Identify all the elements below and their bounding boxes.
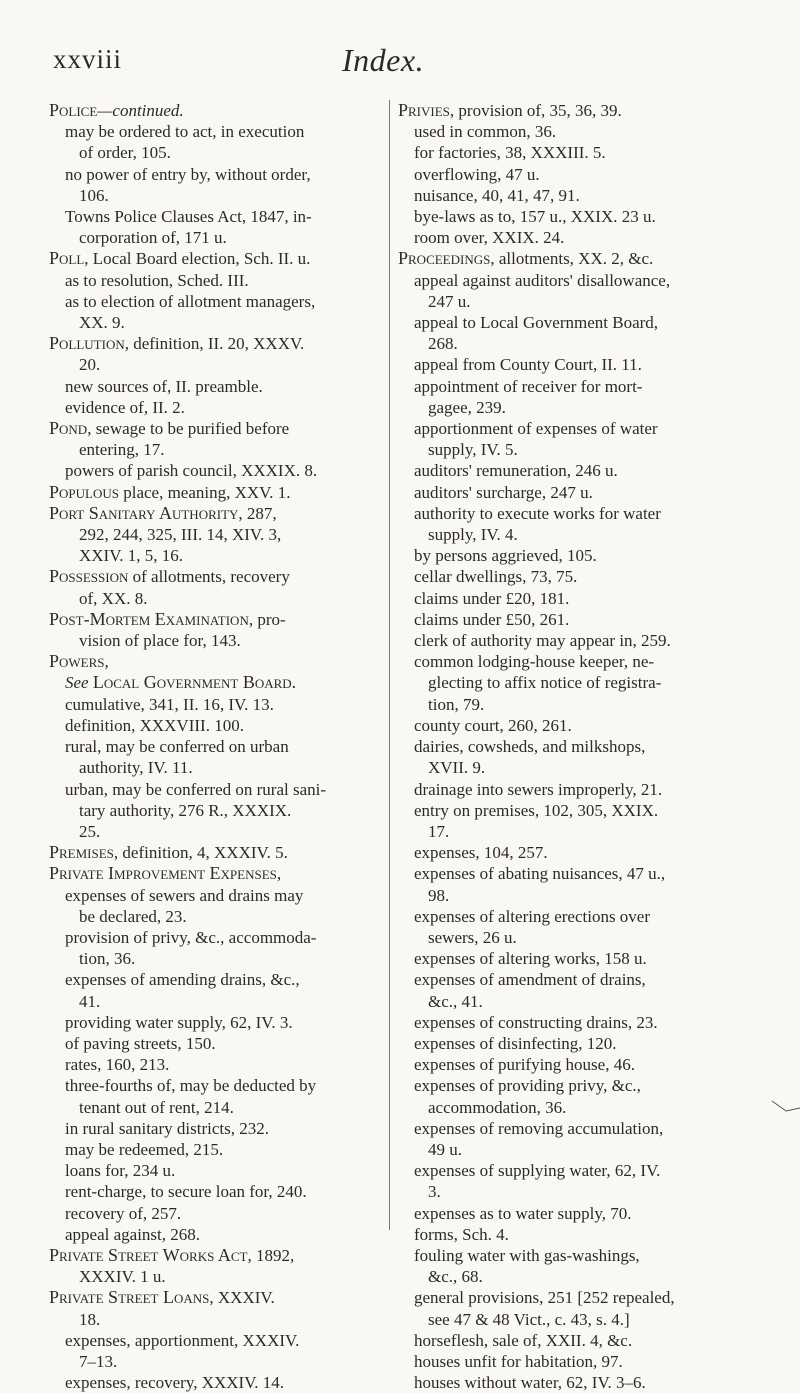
index-heading-entry: Populous place, meaning, XXV. 1. [49,481,291,502]
page-header [0,44,800,84]
index-subentry: 20. [79,355,101,375]
index-subentry: expenses of altering works, 158 u. [414,949,647,969]
index-subentry: expenses, apportionment, XXXIV. [65,1330,300,1350]
index-subentry: cumulative, 341, II. 16, IV. 13. [65,694,274,714]
index-subentry: corporation of, 171 u. [79,228,227,248]
index-subentry: tenant out of rent, 214. [79,1097,234,1117]
index-subentry: clerk of authority may appear in, 259. [414,631,671,651]
index-subentry: appeal against, 268. [65,1224,201,1244]
index-subentry: of, XX. 8. [79,588,148,608]
index-subentry: 18. [79,1309,101,1329]
index-subentry: no power of entry by, without order, [65,164,311,184]
index-subentry: expenses of purifying house, 46. [414,1055,635,1075]
index-subentry: 268. [428,334,458,354]
index-subentry: powers of parish council, XXXIX. 8. [65,461,318,481]
index-subentry: 106. [79,185,109,205]
index-subentry: providing water supply, 62, IV. 3. [65,1012,293,1032]
index-subentry: houses without water, 62, IV. 3–6. [414,1373,646,1393]
index-subentry: accommodation, 36. [428,1097,567,1117]
index-heading-entry: Pollution, definition, II. 20, XXXV. [49,333,305,354]
index-subentry: expenses of disinfecting, 120. [414,1033,617,1053]
index-subentry: claims under £50, 261. [414,609,570,629]
index-subentry: 25. [79,821,101,841]
index-subentry: XXIV. 1, 5, 16. [79,546,184,566]
index-subentry: of order, 105. [79,143,171,163]
index-subentry: expenses of amending drains, &c., [65,970,300,990]
index-heading-entry: Private Street Loans, XXXIV. [49,1287,275,1308]
page-title: Index. [342,42,425,78]
index-subentry: used in common, 36. [414,122,557,142]
index-subentry: rural, may be conferred on urban [65,737,289,757]
index-subentry: 247 u. [428,291,471,311]
index-subentry: cellar dwellings, 73, 75. [414,567,578,587]
index-subentry: new sources of, II. preamble. [65,376,263,396]
index-subentry: may be redeemed, 215. [65,1139,224,1159]
index-subentry: XX. 9. [79,313,125,333]
index-subentry: fouling water with gas-washings, [414,1245,640,1265]
index-column-left [49,100,383,1393]
index-subentry: entering, 17. [79,440,165,460]
index-heading-entry: Privies, provision of, 35, 36, 39. [398,100,622,120]
index-subentry: 98. [428,885,450,905]
index-heading-entry: Port Sanitary Authority, 287, [49,502,277,523]
column-divider [389,100,390,1230]
index-subentry: definition, XXXVIII. 100. [65,715,244,735]
index-subentry: 7–13. [79,1351,118,1371]
index-subentry: See Local Government Board. [65,672,297,693]
index-heading-entry: Poll, Local Board election, Sch. II. u. [49,248,311,269]
index-subentry: room over, XXIX. 24. [414,228,565,248]
index-heading-entry: Powers, [49,651,109,672]
index-subentry: rent-charge, to secure loan for, 240. [65,1182,307,1202]
index-heading-entry: Post-Mortem Examination, pro- [49,608,286,629]
index-heading-entry: Private Improvement Expenses, [49,863,282,884]
index-subentry: expenses, recovery, XXXIV. 14. [65,1373,285,1393]
index-subentry: urban, may be conferred on rural sani- [65,779,327,799]
index-subentry: expenses as to water supply, 70. [414,1203,632,1223]
index-subentry: overflowing, 47 u. [414,164,540,184]
index-subentry: common lodging-house keeper, ne- [414,652,655,672]
index-heading-entry: Private Street Works Act, 1892, [49,1244,295,1265]
index-heading-entry: Pond, sewage to be purified before [49,418,290,439]
index-subentry: 49 u. [428,1139,462,1159]
index-subentry: dairies, cowsheds, and milkshops, [414,737,646,757]
index-subentry: supply, IV. 5. [428,440,518,460]
index-subentry: 17. [428,821,450,841]
index-subentry: may be ordered to act, in execution [65,122,305,142]
index-subentry: in rural sanitary districts, 232. [65,1118,269,1138]
index-subentry: horseflesh, sale of, XXII. 4, &c. [414,1330,633,1350]
index-subentry: Towns Police Clauses Act, 1847, in- [65,207,312,227]
index-subentry: county court, 260, 261. [414,715,572,735]
index-subentry: as to election of allotment managers, [65,291,316,311]
index-subentry: authority, IV. 11. [79,758,193,778]
index-subentry: see 47 & 48 Vict., c. 43, s. 4.] [428,1309,630,1329]
index-subentry: expenses of amendment of drains, [414,970,646,990]
index-subentry: bye-laws as to, 157 u., XXIX. 23 u. [414,207,656,227]
index-subentry: expenses of supplying water, 62, IV. [414,1161,661,1181]
index-subentry: expenses of providing privy, &c., [414,1076,641,1096]
index-heading-entry: Possession of allotments, recovery [49,566,290,587]
index-subentry: XVII. 9. [428,758,486,778]
index-subentry: claims under £20, 181. [414,588,570,608]
index-subentry: forms, Sch. 4. [414,1224,509,1244]
index-subentry: appeal to Local Government Board, [414,313,659,333]
index-subentry: &c., 41. [428,991,483,1011]
index-subentry: tion, 36. [79,949,136,969]
index-subentry: sewers, 26 u. [428,927,517,947]
index-subentry: appeal from County Court, II. 11. [414,355,642,375]
index-subentry: of paving streets, 150. [65,1033,216,1053]
index-subentry: 3. [428,1182,441,1202]
index-subentry: expenses of abating nuisances, 47 u., [414,864,666,884]
index-subentry: expenses, 104, 257. [414,843,548,863]
index-subentry: apportionment of expenses of water [414,419,658,439]
index-subentry: glecting to affix notice of registra- [428,673,662,693]
index-subentry: appeal against auditors' disallowance, [414,270,671,290]
index-subentry: vision of place for, 143. [79,631,241,651]
index-subentry: as to resolution, Sched. III. [65,270,249,290]
index-heading-entry: Police—continued. [49,100,184,120]
index-subentry: expenses of constructing drains, 23. [414,1012,658,1032]
index-subentry: authority to execute works for water [414,503,661,523]
index-subentry: evidence of, II. 2. [65,397,185,417]
index-subentry: XXXIV. 1 u. [79,1267,166,1287]
page-number: xxviii [53,44,123,74]
index-subentry: nuisance, 40, 41, 47, 91. [414,185,580,205]
index-subentry: expenses of sewers and drains may [65,885,304,905]
index-subentry: 41. [79,991,101,1011]
index-subentry: general provisions, 251 [252 repealed, [414,1288,675,1308]
index-subentry: tary authority, 276 R., XXXIX. [79,800,292,820]
index-subentry: houses unfit for habitation, 97. [414,1351,623,1371]
index-subentry: rates, 160, 213. [65,1055,170,1075]
index-subentry: appointment of receiver for mort- [414,376,643,396]
index-subentry: expenses of removing accumulation, [414,1118,664,1138]
margin-pencil-mark [770,1098,800,1120]
index-subentry: expenses of altering erections over [414,906,651,926]
index-subentry: three-fourths of, may be deducted by [65,1076,317,1096]
index-subentry: drainage into sewers improperly, 21. [414,779,663,799]
index-subentry: gagee, 239. [428,397,506,417]
index-subentry: entry on premises, 102, 305, XXIX. [414,800,659,820]
index-subentry: provision of privy, &c., accommoda- [65,927,317,947]
index-subentry: &c., 68. [428,1267,483,1287]
index-subentry: be declared, 23. [79,906,187,926]
index-subentry: auditors' remuneration, 246 u. [414,461,618,481]
index-subentry: for factories, 38, XXXIII. 5. [414,143,606,163]
index-heading-entry: Proceedings, allotments, XX. 2, &c. [398,248,654,269]
index-subentry: supply, IV. 4. [428,525,518,545]
index-subentry: by persons aggrieved, 105. [414,546,597,566]
index-subentry: recovery of, 257. [65,1203,182,1223]
index-subentry: auditors' surcharge, 247 u. [414,482,593,502]
index-subentry: 292, 244, 325, III. 14, XIV. 3, [79,525,282,545]
index-subentry: tion, 79. [428,694,485,714]
index-subentry: loans for, 234 u. [65,1161,176,1181]
index-heading-entry: Premises, definition, 4, XXXIV. 5. [49,842,288,863]
index-column-right [398,100,734,1393]
